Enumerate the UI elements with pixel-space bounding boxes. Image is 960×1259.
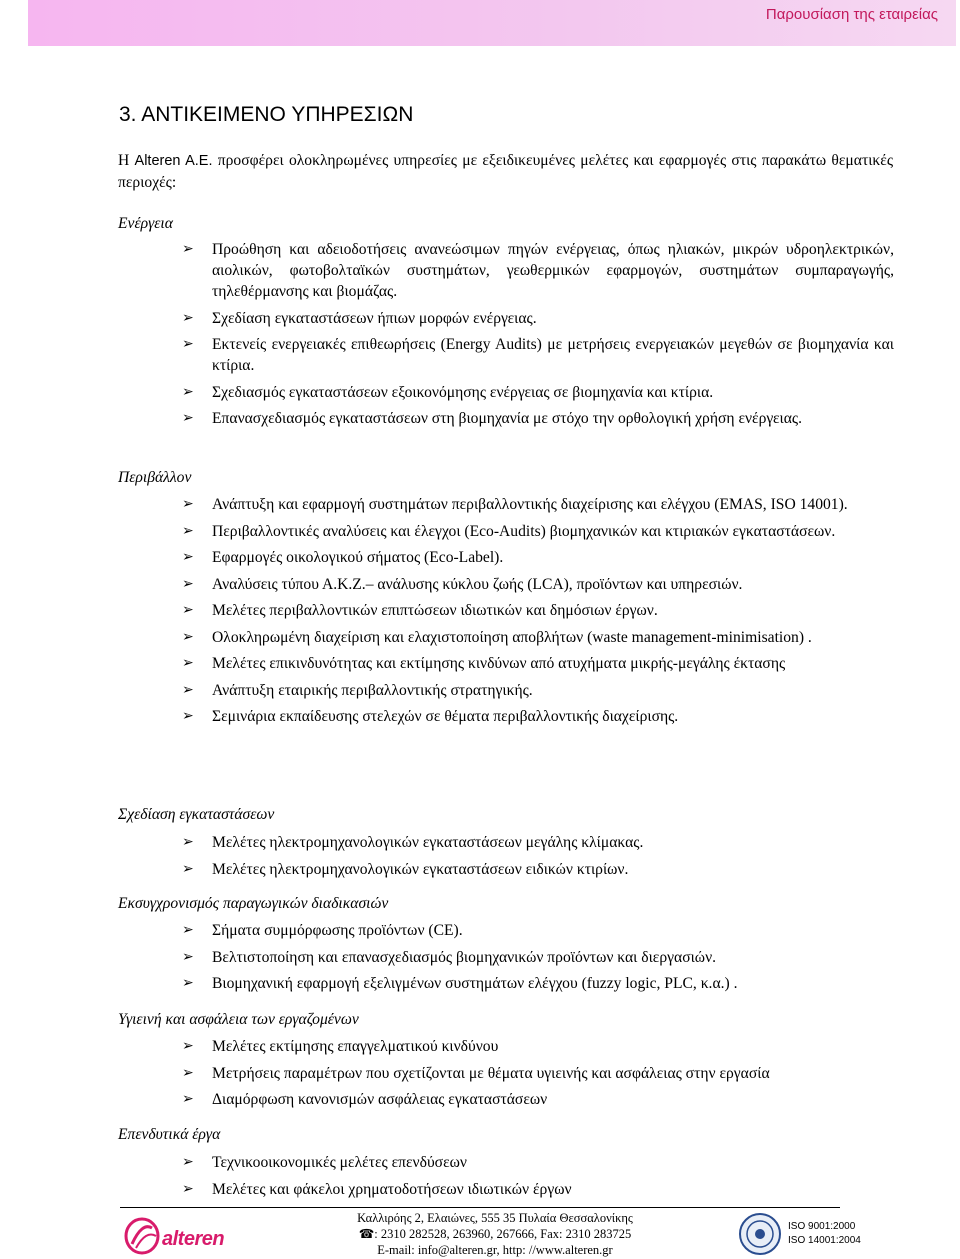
category-title-investment-projects: Επενδυτικά έργα bbox=[118, 1126, 221, 1143]
arrow-bullet-icon: ➢ bbox=[182, 860, 194, 877]
footer-email-web: E-mail: info@alteren.gr, http: //www.alteren.gr bbox=[377, 1243, 613, 1257]
arrow-bullet-icon: ➢ bbox=[182, 336, 194, 352]
list-item: ➢ Μελέτες περιβαλλοντικών επιπτώσεων ιδιωτικών και δημόσιων έργων. bbox=[182, 602, 658, 619]
arrow-bullet-icon: ➢ bbox=[182, 1038, 194, 1054]
arrow-bullet-icon: ➢ bbox=[182, 1154, 194, 1170]
certification-text bbox=[788, 1220, 861, 1248]
arrow-bullet-icon: ➢ bbox=[182, 655, 194, 671]
cert-iso-14001: ISO 14001:2004 bbox=[788, 1235, 861, 1246]
list-item: ➢ Σχεδίαση εγκαταστάσεων ήπιων μορφών ενέργειας. bbox=[182, 309, 537, 327]
certification-seal-icon bbox=[738, 1212, 782, 1256]
list-item: ➢ Βελτιστοποίηση και επανασχεδιασμός βιομηχανικών προϊόντων και διεργασιών. bbox=[182, 948, 717, 966]
category-title-health-safety: Υγιεινή και ασφάλεια των εργαζομένων bbox=[118, 1011, 359, 1028]
list-item: ➢ Ανάπτυξη εταιρικής περιβαλλοντικής στρατηγικής. bbox=[182, 681, 533, 699]
category-list-environment bbox=[182, 494, 894, 733]
intro-prefix: Η bbox=[118, 152, 135, 169]
footer-phone: ☎: 2310 282528, 263960, 267666, Fax: 2310 283725 bbox=[358, 1227, 632, 1241]
footer-divider bbox=[120, 1207, 840, 1208]
arrow-bullet-icon: ➢ bbox=[182, 628, 194, 645]
list-item: ➢ Μελέτες επικινδυνότητας και εκτίμησης κινδύνων από ατυχήματα μικρής-μεγάλης έκτασης bbox=[182, 655, 786, 672]
logo-text: alteren bbox=[162, 1228, 225, 1250]
arrow-bullet-icon: ➢ bbox=[182, 575, 194, 592]
list-item: ➢ Εκτενείς ενεργειακές επιθεωρήσεις (Energy Audits) με μετρήσεις ενεργειακών μεγεθών σε βιομηχανία και κτίρια. bbox=[182, 336, 894, 374]
list-item: ➢ Ολοκληρωμένη διαχείριση και ελαχιστοποίηση αποβλήτων (waste management-minimisation) . bbox=[182, 628, 812, 646]
list-item: ➢ Μελέτες ηλεκτρομηχανολογικών εγκαταστάσεων μεγάλης κλίμακας. bbox=[182, 834, 644, 851]
header-title: Παρουσίαση της εταιρείας bbox=[765, 6, 938, 23]
arrow-bullet-icon: ➢ bbox=[182, 309, 194, 326]
list-item: ➢ Προώθηση και αδειοδοτήσεις ανανεώσιμων πηγών ενέργειας, όπως ηλιακών, μικρών υδροηλεκτρικών, αιολικών, φωτοβολταϊκών συστημάτων, γεωθερμικών εφαρμογών, συστημάτων συμπαραγωγής, τηλεθέρμανσης και βιομάζας. bbox=[182, 241, 894, 300]
list-item: ➢ Εφαρμογές οικολογικού σήματος (Eco-Label). bbox=[182, 549, 504, 566]
arrow-bullet-icon: ➢ bbox=[182, 522, 194, 539]
category-title-production-modernization: Εκσυγχρονισμός παραγωγικών διαδικασιών bbox=[118, 895, 389, 912]
list-item: ➢ Σήματα συμμόρφωσης προϊόντων (CE). bbox=[182, 922, 463, 939]
list-item: ➢ Σεμινάρια εκπαίδευσης στελεχών σε θέματα περιβαλλοντικής διαχείρισης. bbox=[182, 708, 679, 725]
arrow-bullet-icon: ➢ bbox=[182, 1064, 194, 1081]
list-item: ➢ Επανασχεδιασμός εγκαταστάσεων στη βιομηχανία με στόχο την ορθολογική χρήση ενέργειας. bbox=[182, 410, 802, 427]
category-list-installation-design bbox=[182, 832, 894, 885]
list-item: ➢ Τεχνικοοικονομικές μελέτες επενδύσεων bbox=[182, 1154, 467, 1171]
category-list-energy bbox=[182, 239, 894, 435]
list-item: ➢ Σχεδιασμός εγκαταστάσεων εξοικονόμησης ενέργειας σε βιομηχανία και κτίρια. bbox=[182, 383, 714, 401]
list-item: ➢ Περιβαλλοντικές αναλύσεις και έλεγχοι (Eco-Audits) βιομηχανικών και κτιριακών εγκαταστάσεων. bbox=[182, 522, 836, 540]
cert-iso-9001: ISO 9001:2000 bbox=[788, 1221, 856, 1232]
list-item: ➢ Μελέτες εκτίμησης επαγγελματικού κινδύνου bbox=[182, 1038, 499, 1055]
arrow-bullet-icon: ➢ bbox=[182, 602, 194, 618]
arrow-bullet-icon: ➢ bbox=[182, 1091, 194, 1107]
list-item: ➢ Ανάπτυξη και εφαρμογή συστημάτων περιβαλλοντικής διαχείρισης και ελέγχου (EMAS, ISO 14001). bbox=[182, 496, 848, 513]
header-bar bbox=[28, 0, 956, 46]
arrow-bullet-icon: ➢ bbox=[182, 834, 194, 850]
category-title-energy: Ενέργεια bbox=[118, 215, 173, 232]
category-list-investment-projects bbox=[182, 1152, 894, 1205]
arrow-bullet-icon: ➢ bbox=[182, 922, 194, 938]
section-title: 3. ΑΝΤΙΚΕΙΜΕΝΟ ΥΠΗΡΕΣΙΩΝ bbox=[119, 103, 414, 126]
arrow-bullet-icon: ➢ bbox=[182, 549, 194, 565]
arrow-bullet-icon: ➢ bbox=[182, 383, 194, 400]
intro-text: προσφέρει ολοκληρωμένες υπηρεσίες με εξειδικευμένες μελέτες και εφαρμογές στις παρακάτω θεματικές περιοχές: bbox=[118, 152, 893, 191]
footer-address: Καλλιρόης 2, Ελαιώνες, 555 35 Πυλαία Θεσσαλονίκης bbox=[357, 1211, 633, 1225]
arrow-bullet-icon: ➢ bbox=[182, 410, 194, 426]
category-title-installation-design: Σχεδίαση εγκαταστάσεων bbox=[118, 806, 275, 823]
arrow-bullet-icon: ➢ bbox=[182, 1180, 194, 1197]
arrow-bullet-icon: ➢ bbox=[182, 708, 194, 724]
arrow-bullet-icon: ➢ bbox=[182, 241, 194, 257]
list-item: ➢ Αναλύσεις τύπου Α.Κ.Ζ.– ανάλυσης κύκλου ζωής (LCA), προϊόντων και υπηρεσιών. bbox=[182, 575, 743, 593]
category-list-production-modernization bbox=[182, 920, 894, 1000]
list-item: ➢ Μελέτες και φάκελοι χρηματοδοτήσεων ιδιωτικών έργων bbox=[182, 1180, 572, 1198]
arrow-bullet-icon: ➢ bbox=[182, 975, 194, 991]
list-item: ➢ Διαμόρφωση κανονισμών ασφάλειας εγκαταστάσεων bbox=[182, 1091, 548, 1108]
list-item: ➢ Μετρήσεις παραμέτρων που σχετίζονται με θέματα υγιεινής και ασφάλειας στην εργασία bbox=[182, 1064, 770, 1082]
arrow-bullet-icon: ➢ bbox=[182, 681, 194, 698]
list-item: ➢ Μελέτες ηλεκτρομηχανολογικών εγκαταστάσεων ειδικών κτιρίων. bbox=[182, 860, 629, 878]
list-item: ➢ Βιομηχανική εφαρμογή εξελιγμένων συστημάτων ελέγχου (fuzzy logic, PLC, κ.α.) . bbox=[182, 975, 738, 992]
footer-contact bbox=[330, 1210, 660, 1258]
intro-paragraph bbox=[118, 150, 893, 193]
company-name: Alteren A.E. bbox=[134, 153, 213, 169]
category-list-health-safety bbox=[182, 1036, 894, 1116]
category-title-environment: Περιβάλλον bbox=[118, 469, 192, 486]
arrow-bullet-icon: ➢ bbox=[182, 948, 194, 965]
arrow-bullet-icon: ➢ bbox=[182, 496, 194, 512]
